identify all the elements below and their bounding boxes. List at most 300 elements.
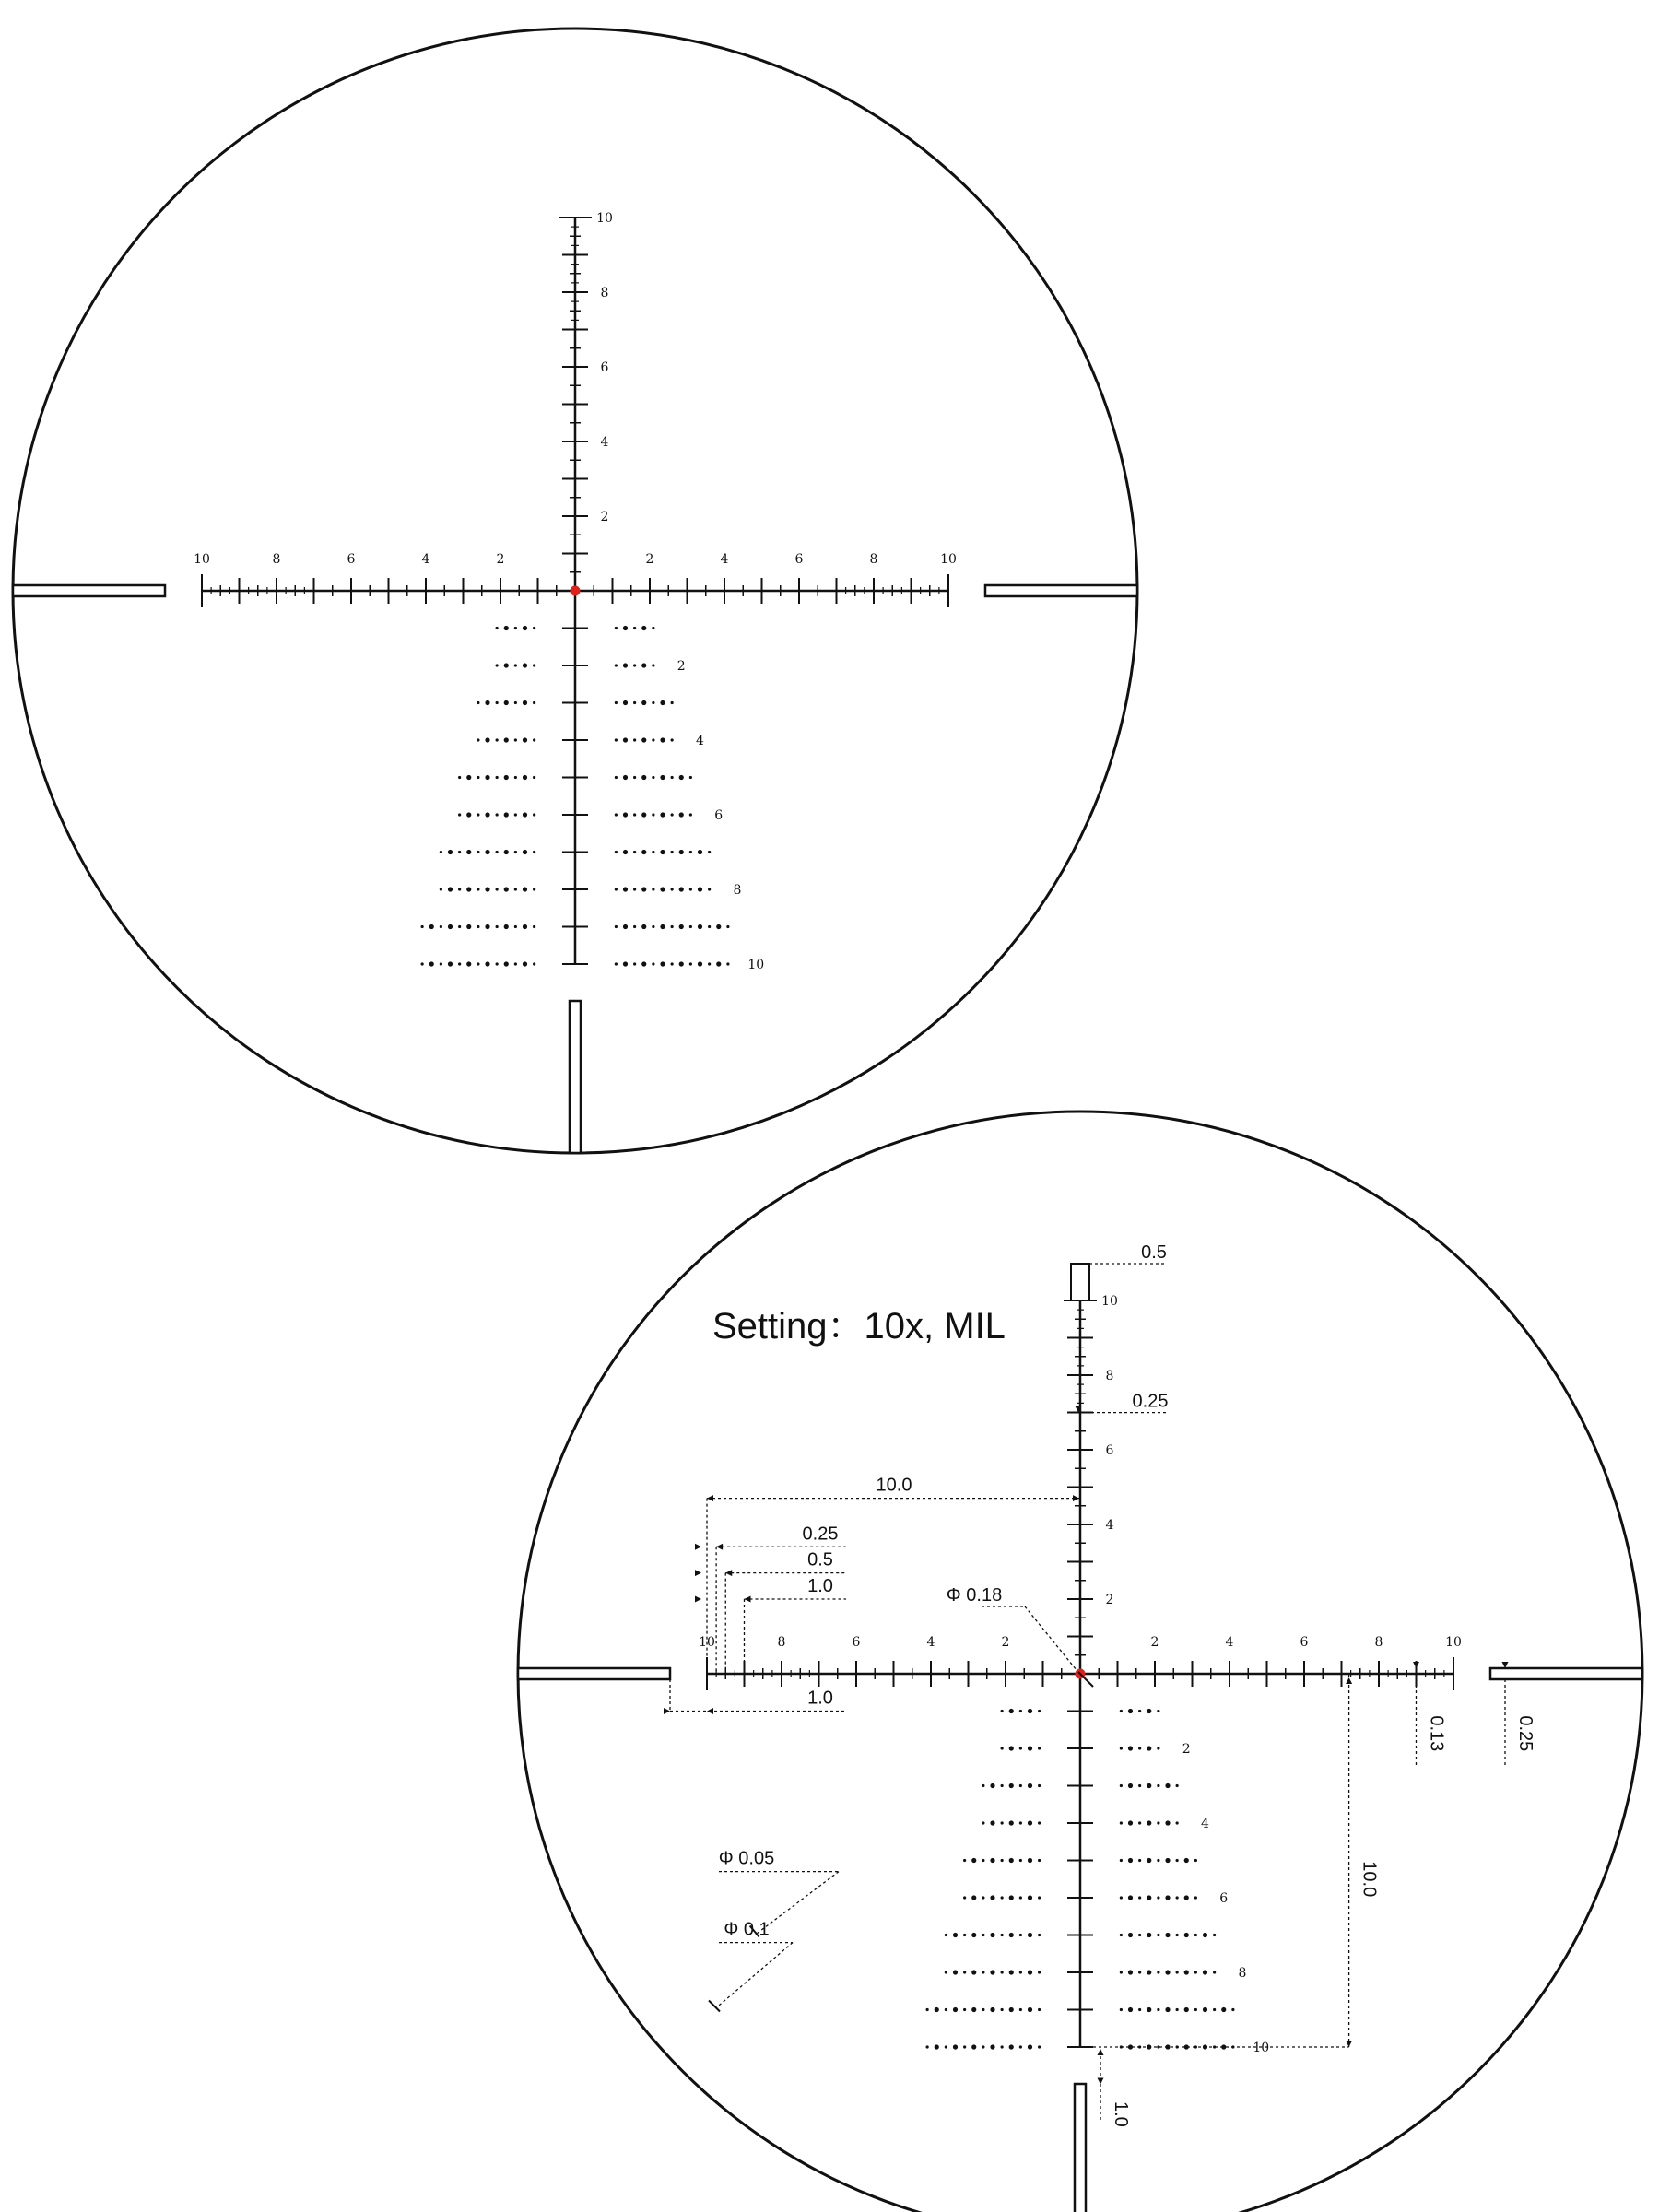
holdover-dot — [641, 737, 646, 742]
holdover-dot — [1001, 1747, 1004, 1749]
horizontal-number-label: 6 — [347, 552, 356, 567]
holdover-dot — [671, 888, 674, 890]
holdover-dot — [652, 851, 654, 853]
large-dot-leader-diagonal — [716, 1943, 793, 2008]
holdover-dot — [1001, 1710, 1004, 1712]
holdover-dot — [623, 663, 628, 667]
holdover-dot — [1019, 2008, 1022, 2011]
holdover-dot — [514, 664, 517, 666]
holdover-dot — [1019, 2045, 1022, 2048]
left-post — [13, 585, 165, 596]
holdover-dot — [615, 962, 618, 965]
holdover-dot — [935, 2007, 939, 2012]
holdover-dot — [448, 924, 453, 929]
holdover-dot — [1203, 1970, 1207, 1974]
holdover-dot — [1165, 1858, 1170, 1863]
holdover-dot — [945, 2045, 947, 2048]
holdover-dot — [504, 887, 509, 891]
holdover-dot — [1001, 1821, 1004, 1824]
holdover-dot — [982, 2045, 984, 2048]
holdover-dot — [485, 700, 489, 705]
holdover-dot — [1001, 1934, 1004, 1936]
holdover-dot — [1128, 2007, 1133, 2012]
holdover-dot — [1176, 1896, 1179, 1899]
holdover-dot — [1009, 1858, 1014, 1863]
holdover-dot — [660, 924, 665, 929]
vertical-number-label: 4 — [600, 434, 609, 450]
holdover-dot — [652, 813, 654, 816]
holdover-dot — [1001, 1896, 1004, 1899]
holdover-dot — [982, 1896, 984, 1899]
post-width-label: 0.5 — [1141, 1242, 1167, 1263]
holdover-dot — [1194, 1896, 1197, 1899]
holdover-dot — [523, 737, 527, 742]
holdover-dot — [421, 962, 424, 965]
holdover-dot — [533, 813, 535, 816]
holdover-dot — [926, 2045, 929, 2048]
holdover-dot — [1009, 1933, 1014, 1937]
holdover-dot — [963, 2045, 966, 2048]
holdover-dot — [1147, 1746, 1151, 1750]
holdover-dot — [514, 962, 517, 965]
holdover-dot — [615, 627, 618, 629]
holdover-number-label: 6 — [714, 807, 724, 823]
holdover-dot — [623, 737, 628, 742]
holdover-dot — [633, 627, 636, 629]
holdover-dot — [477, 888, 479, 890]
small-dot-label: Φ 0.05 — [718, 1848, 775, 1869]
holdover-dot — [1157, 1859, 1159, 1862]
horizontal-number-label: 4 — [421, 552, 430, 567]
holdover-dot — [1120, 1747, 1123, 1749]
holdover-dot — [1009, 1709, 1014, 1713]
spacing-arrow — [716, 1544, 723, 1550]
holdover-dot — [698, 887, 702, 891]
holdover-dot — [1028, 1858, 1032, 1863]
holdover-dot — [514, 627, 517, 629]
holdover-dot — [1165, 2007, 1170, 2012]
holdover-dot — [458, 888, 461, 890]
holdover-number-label: 4 — [1201, 1816, 1209, 1831]
vertical-number-label: 2 — [600, 509, 609, 524]
holdover-dot — [1138, 1971, 1141, 1973]
holdover-dot — [1194, 1859, 1197, 1862]
holdover-dot — [982, 1971, 984, 1973]
holdover-dot — [1176, 2008, 1179, 2011]
holdover-dot — [679, 850, 684, 854]
holdover-dot — [466, 924, 471, 929]
holdover-dot — [1019, 1747, 1022, 1749]
vertical-span-label: 10.0 — [1359, 1861, 1380, 1898]
holdover-dot — [440, 925, 442, 928]
span-horizontal-label: 10.0 — [876, 1475, 912, 1496]
holdover-dot — [615, 813, 618, 816]
holdover-dot — [633, 962, 636, 965]
holdover-dot — [1038, 1934, 1041, 1936]
holdover-number-label: 2 — [1182, 1741, 1191, 1757]
holdover-dot — [1038, 1859, 1041, 1862]
horizontal-number-label: 10 — [699, 1635, 715, 1650]
holdover-dot — [1009, 2044, 1014, 2049]
holdover-dot — [533, 888, 535, 890]
holdover-dot — [504, 775, 509, 780]
holdover-dot — [1019, 1896, 1022, 1899]
holdover-dot — [1138, 1859, 1141, 1862]
holdover-dot — [935, 2044, 939, 2049]
holdover-dot — [990, 1783, 994, 1788]
holdover-dot — [1157, 1747, 1159, 1749]
holdover-dot — [671, 701, 674, 704]
holdover-dot — [1120, 1971, 1123, 1973]
large-dot-label: Φ 0.1 — [724, 1919, 770, 1940]
span-arrow-left — [707, 1495, 713, 1501]
holdover-dot — [1147, 1895, 1151, 1900]
holdover-dot — [504, 961, 509, 966]
holdover-dot — [990, 2044, 994, 2049]
holdover-dot — [671, 738, 674, 741]
holdover-dot — [1028, 2044, 1032, 2049]
holdover-dot — [641, 812, 646, 817]
holdover-dot — [1009, 1783, 1014, 1788]
holdover-dot — [1120, 1710, 1123, 1712]
holdover-dot — [689, 813, 692, 816]
holdover-dot — [660, 887, 665, 891]
holdover-dot — [466, 850, 471, 854]
holdover-dot — [1028, 2007, 1032, 2012]
horizontal-number-label: 2 — [645, 552, 654, 567]
spacing-arrow — [725, 1570, 732, 1576]
holdover-dot — [679, 812, 684, 817]
holdover-dot — [1184, 2007, 1189, 2012]
holdover-dot — [477, 925, 479, 928]
holdover-dot — [1147, 1709, 1151, 1713]
horizontal-number-label: 8 — [777, 1635, 786, 1650]
holdover-dot — [523, 887, 527, 891]
holdover-dot — [641, 775, 646, 780]
holdover-dot — [1019, 1784, 1022, 1787]
holdover-dot — [1128, 1746, 1133, 1750]
holdover-dot — [523, 626, 527, 630]
holdover-dot — [1138, 1934, 1141, 1936]
holdover-dot — [485, 887, 489, 891]
holdover-number-label: 6 — [1219, 1890, 1229, 1906]
holdover-number-label: 8 — [733, 882, 742, 898]
holdover-dot — [1120, 1859, 1123, 1862]
holdover-dot — [660, 850, 665, 854]
holdover-dot — [1138, 1710, 1141, 1712]
holdover-dot — [615, 851, 618, 853]
holdover-dot — [1038, 1971, 1041, 1973]
vertical-number-label: 6 — [1105, 1442, 1114, 1458]
holdover-dot — [633, 701, 636, 704]
holdover-dot — [708, 851, 711, 853]
holdover-dot — [689, 776, 692, 779]
horizontal-number-label: 10 — [1445, 1635, 1462, 1650]
spacing-label: 0.25 — [802, 1524, 839, 1545]
holdover-dot — [1120, 1934, 1123, 1936]
bottom-gap-arrow-top — [1098, 2049, 1104, 2055]
holdover-dot — [652, 664, 654, 666]
holdover-dot — [1009, 2007, 1014, 2012]
holdover-dot — [689, 888, 692, 890]
holdover-dot — [1019, 1971, 1022, 1973]
holdover-dot — [1028, 1895, 1032, 1900]
holdover-dot — [523, 812, 527, 817]
holdover-dot — [726, 962, 729, 965]
holdover-dot — [466, 961, 471, 966]
holdover-dot — [698, 924, 702, 929]
holdover-dot — [496, 851, 499, 853]
holdover-dot — [963, 1859, 966, 1862]
holdover-dot — [533, 701, 535, 704]
holdover-dot — [504, 924, 509, 929]
holdover-dot — [440, 851, 442, 853]
vertical-number-label: 8 — [600, 285, 609, 300]
holdover-dot — [1147, 1783, 1151, 1788]
holdover-dot — [1157, 1821, 1159, 1824]
holdover-dot — [1001, 2045, 1004, 2048]
holdover-dot — [689, 925, 692, 928]
holdover-dot — [945, 1971, 947, 1973]
center-dot-label: Φ 0.18 — [946, 1585, 1003, 1606]
horizontal-number-label: 4 — [720, 552, 729, 567]
holdover-dot — [623, 812, 628, 817]
gap-arrow-left — [664, 1708, 670, 1714]
holdover-dot — [971, 1970, 976, 1974]
vertical-number-label: 8 — [1105, 1368, 1114, 1383]
holdover-dot — [990, 1820, 994, 1825]
holdover-dot — [1176, 1859, 1179, 1862]
holdover-dot — [1019, 1859, 1022, 1862]
vertical-number-label: 4 — [1105, 1517, 1114, 1533]
holdover-dot — [652, 962, 654, 965]
holdover-dot — [1128, 1933, 1133, 1937]
holdover-dot — [953, 1970, 958, 1974]
holdover-dot — [1147, 1970, 1151, 1974]
holdover-number-label: 8 — [1238, 1965, 1247, 1981]
holdover-dot — [1147, 2007, 1151, 2012]
holdover-dot — [458, 776, 461, 779]
holdover-dot — [633, 776, 636, 779]
holdover-dot — [523, 775, 527, 780]
holdover-dot — [679, 887, 684, 891]
holdover-dot — [660, 812, 665, 817]
bottom-gap-arrow-bottom — [1098, 2078, 1104, 2085]
holdover-dot — [1009, 1820, 1014, 1825]
holdover-dot — [716, 961, 721, 966]
holdover-dot — [1176, 1821, 1179, 1824]
holdover-dot — [982, 1821, 984, 1824]
holdover-dot — [523, 924, 527, 929]
holdover-number-label: 10 — [1253, 2040, 1270, 2055]
holdover-dot — [671, 776, 674, 779]
horizontal-number-label: 6 — [1300, 1635, 1309, 1650]
holdover-dot — [990, 1970, 994, 1974]
holdover-dot — [615, 701, 618, 704]
holdover-dot — [485, 737, 489, 742]
holdover-number-label: 10 — [747, 957, 765, 972]
center-aim-dot — [571, 586, 581, 596]
bottom-post — [570, 1001, 581, 1153]
holdover-dot — [698, 961, 702, 966]
holdover-dot — [440, 962, 442, 965]
holdover-dot — [623, 961, 628, 966]
holdover-dot — [1001, 2008, 1004, 2011]
holdover-dot — [1176, 1934, 1179, 1936]
holdover-dot — [1028, 1709, 1032, 1713]
right-post — [985, 585, 1137, 596]
holdover-dot — [982, 2008, 984, 2011]
holdover-dot — [990, 2007, 994, 2012]
holdover-dot — [1213, 1971, 1216, 1973]
holdover-dot — [982, 1859, 984, 1862]
holdover-dot — [671, 962, 674, 965]
holdover-dot — [523, 700, 527, 705]
small-dot-leader-diagonal — [758, 1872, 839, 1934]
holdover-dot — [429, 961, 434, 966]
holdover-dot — [963, 1934, 966, 1936]
vertical-number-label: 2 — [1105, 1592, 1114, 1607]
holdover-dot — [641, 626, 646, 630]
vertical-number-label: 10 — [596, 210, 613, 226]
holdover-dot — [1038, 1821, 1041, 1824]
holdover-dot — [633, 925, 636, 928]
holdover-dot — [1138, 1821, 1141, 1824]
holdover-dot — [623, 887, 628, 891]
holdover-number-label: 2 — [677, 658, 686, 674]
holdover-dot — [660, 700, 665, 705]
spacing-arrow — [745, 1596, 751, 1603]
holdover-dot — [1176, 1971, 1179, 1973]
holdover-dot — [633, 813, 636, 816]
holdover-dot — [671, 851, 674, 853]
holdover-dot — [926, 2008, 929, 2011]
holdover-dot — [708, 888, 711, 890]
holdover-dot — [1203, 1933, 1207, 1937]
horizontal-number-label: 2 — [1001, 1635, 1010, 1650]
right-post — [1490, 1668, 1642, 1679]
holdover-dot — [982, 1784, 984, 1787]
holdover-dot — [1165, 1970, 1170, 1974]
vertical-number-label: 6 — [600, 359, 609, 375]
holdover-dot — [1194, 1971, 1197, 1973]
holdover-dot — [1203, 2007, 1207, 2012]
holdover-dot — [963, 1971, 966, 1973]
center-dot-leader-diagonal — [1025, 1606, 1077, 1670]
holdover-dot — [514, 813, 517, 816]
horizontal-number-label: 10 — [194, 552, 210, 567]
horizontal-number-label: 8 — [1374, 1635, 1383, 1650]
holdover-dot — [496, 776, 499, 779]
span-arrow-right — [1073, 1495, 1079, 1501]
holdover-dot — [523, 961, 527, 966]
small-tick-arrow — [1413, 1662, 1419, 1668]
holdover-dot — [477, 776, 479, 779]
large-dot-pointer — [709, 2001, 720, 2012]
holdover-dot — [1019, 1934, 1022, 1936]
holdover-dot — [533, 627, 535, 629]
horizontal-number-label: 10 — [940, 552, 957, 567]
holdover-dot — [953, 2044, 958, 2049]
holdover-dot — [953, 1933, 958, 1937]
holdover-dot — [1157, 1896, 1159, 1899]
holdover-dot — [990, 1933, 994, 1937]
horizontal-number-label: 6 — [794, 552, 804, 567]
holdover-dot — [1009, 1970, 1014, 1974]
holdover-dot — [1138, 1784, 1141, 1787]
holdover-dot — [1157, 1710, 1159, 1712]
holdover-dot — [1128, 1895, 1133, 1900]
holdover-dot — [514, 888, 517, 890]
holdover-dot — [448, 850, 453, 854]
holdover-dot — [990, 1858, 994, 1863]
holdover-dot — [1028, 1820, 1032, 1825]
holdover-dot — [533, 776, 535, 779]
gap-arrow-right — [707, 1708, 713, 1714]
holdover-dot — [660, 737, 665, 742]
holdover-dot — [477, 962, 479, 965]
holdover-dot — [689, 962, 692, 965]
holdover-dot — [641, 887, 646, 891]
holdover-dot — [1038, 2045, 1041, 2048]
holdover-dot — [698, 850, 702, 854]
holdover-dot — [679, 775, 684, 780]
holdover-dot — [641, 961, 646, 966]
holdover-dot — [1184, 1858, 1189, 1863]
holdover-dot — [496, 738, 499, 741]
holdover-dot — [615, 664, 618, 666]
spacing-label: 1.0 — [807, 1576, 833, 1596]
holdover-dot — [1038, 2008, 1041, 2011]
holdover-dot — [1001, 1971, 1004, 1973]
spacing-arrow-left — [695, 1570, 701, 1576]
holdover-dot — [1176, 1784, 1179, 1787]
holdover-dot — [971, 1933, 976, 1937]
holdover-dot — [633, 738, 636, 741]
holdover-dot — [485, 775, 489, 780]
holdover-dot — [1120, 2008, 1123, 2011]
holdover-dot — [448, 887, 453, 891]
holdover-dot — [533, 738, 535, 741]
holdover-dot — [1028, 1970, 1032, 1974]
setting-label: Setting：10x, MIL — [712, 1306, 1006, 1347]
holdover-dot — [1019, 1710, 1022, 1712]
holdover-dot — [615, 888, 618, 890]
holdover-dot — [615, 776, 618, 779]
holdover-dot — [671, 925, 674, 928]
holdover-dot — [953, 2007, 958, 2012]
holdover-dot — [945, 2008, 947, 2011]
holdover-dot — [504, 850, 509, 854]
holdover-dot — [1194, 2008, 1197, 2011]
holdover-dot — [458, 851, 461, 853]
holdover-dot — [982, 1934, 984, 1936]
holdover-dot — [504, 700, 509, 705]
holdover-dot — [1038, 1747, 1041, 1749]
holdover-dot — [1157, 1784, 1159, 1787]
holdover-dot — [1120, 1784, 1123, 1787]
holdover-dot — [1138, 1896, 1141, 1899]
post-height-label: 0.25 — [1515, 1715, 1535, 1752]
holdover-dot — [1138, 2008, 1141, 2011]
small-tick-label: 0.13 — [1426, 1715, 1447, 1752]
holdover-dot — [440, 888, 442, 890]
holdover-dot — [1009, 1746, 1014, 1750]
holdover-dot — [1128, 1820, 1133, 1825]
holdover-dot — [485, 961, 489, 966]
holdover-dot — [679, 961, 684, 966]
holdover-dot — [1147, 1820, 1151, 1825]
